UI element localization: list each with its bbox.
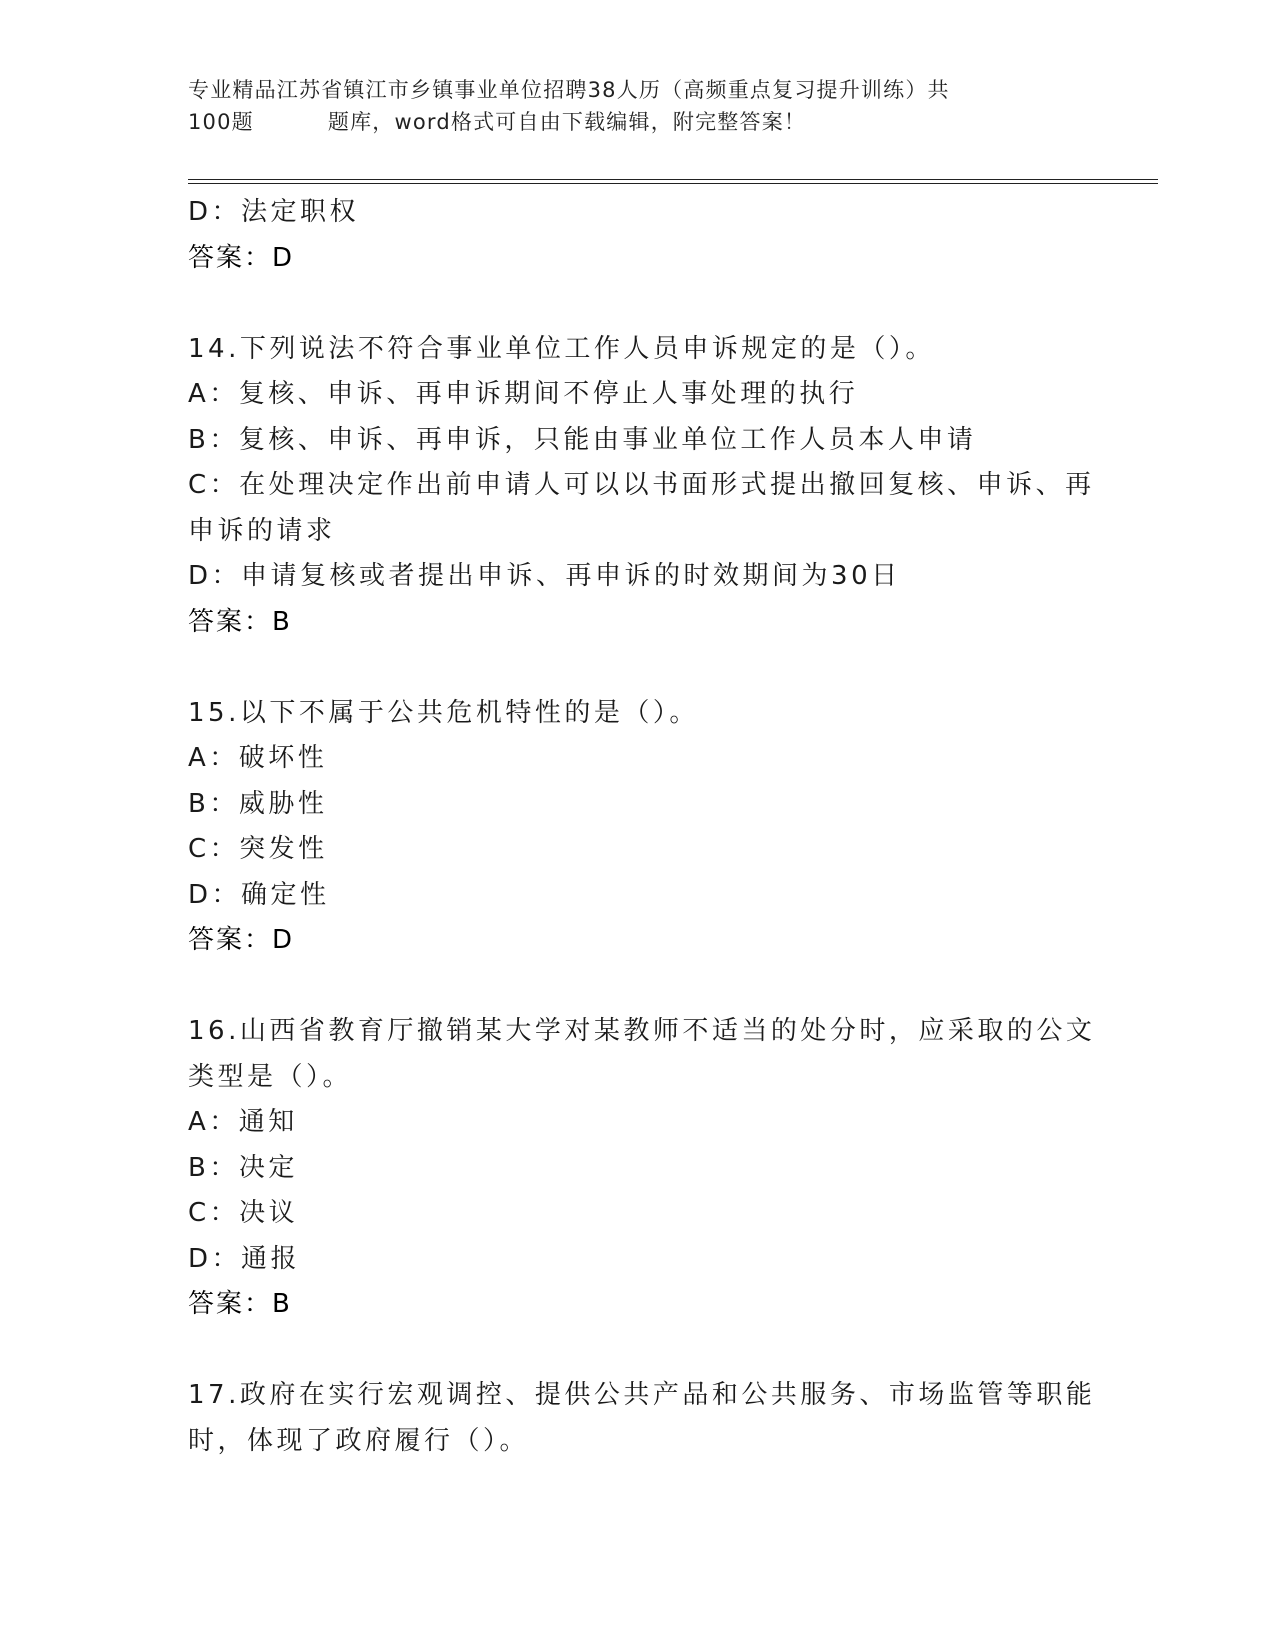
spacer <box>188 964 1088 1010</box>
option-d: D：通报 <box>188 1243 301 1274</box>
question-block-17 <box>188 1373 1096 1464</box>
option-b: B：复核、申诉、再申诉，只能由事业单位工作人员本人申请 <box>188 424 977 455</box>
option-a: A：通知 <box>188 1107 298 1137</box>
option-c: C：突发性 <box>188 834 328 864</box>
option-d: D：法定职权 <box>188 197 360 227</box>
answer-line: 答案：D <box>188 242 295 273</box>
question-stem-continued: 时，体现了政府履行（）。 <box>188 1425 530 1456</box>
header-title-line-2 <box>188 106 1068 138</box>
question-stem: 16.山西省教育厅撤销某大学对某教师不适当的处分时，应采取的公文 <box>188 1016 1096 1046</box>
option-c: C：在处理决定作出前申请人可以以书面形式提出撤回复核、申诉、再 <box>188 470 1095 500</box>
answer-line: 答案：B <box>188 606 292 637</box>
header-title-line-1: 专业精品江苏省镇江市乡镇事业单位招聘38人历（高频重点复习提升训练）共 <box>188 78 950 102</box>
question-block-13 <box>188 190 1088 281</box>
question-block-15 <box>188 691 1088 964</box>
question-stem: 14.下列说法不符合事业单位工作人员申诉规定的是（）。 <box>188 333 935 364</box>
header-rule-top <box>188 179 1158 180</box>
spacer <box>188 645 1088 691</box>
question-stem: 15.以下不属于公共危机特性的是（）。 <box>188 697 699 728</box>
option-a: A：复核、申诉、再申诉期间不停止人事处理的执行 <box>188 379 859 409</box>
option-d: D：申请复核或者提出申诉、再申诉的时效期间为30日 <box>188 561 901 591</box>
answer-line: 答案：B <box>188 1289 292 1319</box>
answer-line: 答案：D <box>188 925 295 955</box>
option-c: C：决议 <box>188 1198 299 1228</box>
option-b: B：威胁性 <box>188 788 328 819</box>
spacer <box>188 1328 1088 1374</box>
header-rule-bottom <box>188 183 1158 184</box>
option-d: D：确定性 <box>188 879 330 910</box>
question-stem-continued: 类型是（）。 <box>188 1061 353 1092</box>
option-b: B：决定 <box>188 1152 298 1183</box>
question-list <box>188 190 1096 1464</box>
question-block-16 <box>188 1009 1096 1328</box>
document-header <box>188 74 1068 138</box>
option-c-continued: 申诉的请求 <box>188 515 336 546</box>
header-description: 题库，word格式可自由下载编辑，附完整答案！ <box>327 110 807 134</box>
spacer <box>188 281 1088 327</box>
header-count: 100题 <box>188 110 254 134</box>
question-block-14 <box>188 327 1095 646</box>
option-a: A：破坏性 <box>188 743 328 773</box>
question-stem: 17.政府在实行宏观调控、提供公共产品和公共服务、市场监管等职能 <box>188 1380 1096 1410</box>
